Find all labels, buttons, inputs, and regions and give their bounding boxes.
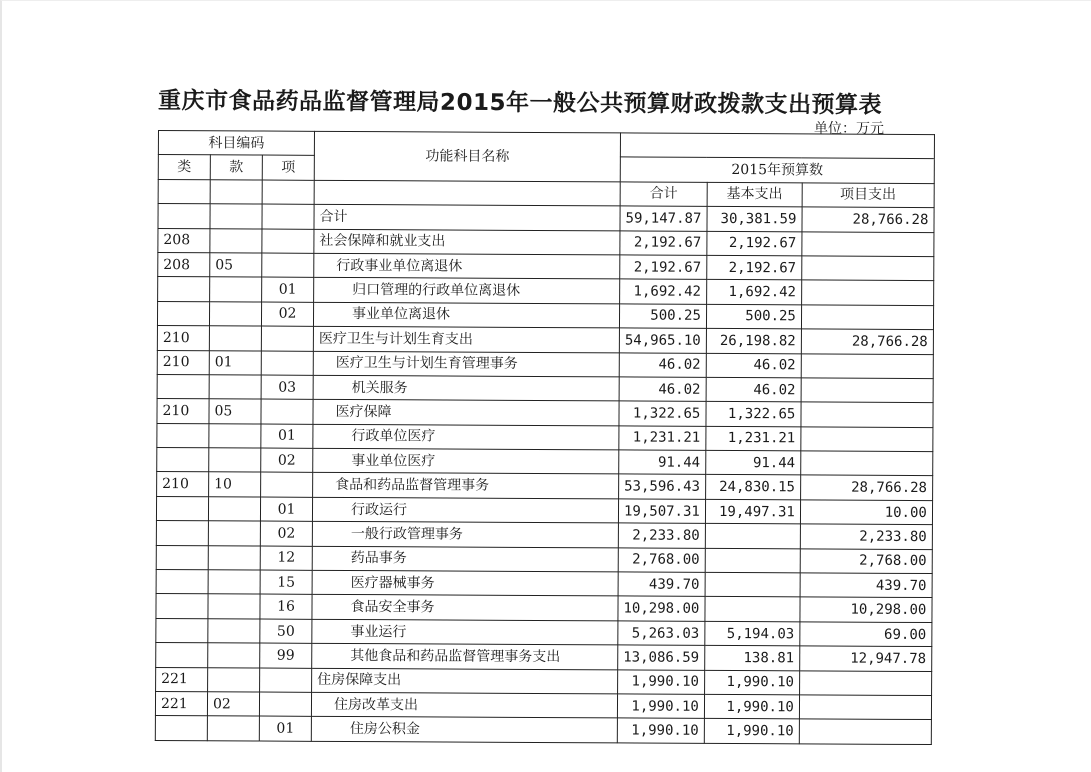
cell-basic: 1,990.10 xyxy=(704,719,799,744)
cell-lei: 208 xyxy=(158,228,210,253)
cell-lei: 210 xyxy=(157,326,209,351)
cell-kuan xyxy=(208,594,260,619)
header-xiang-blank xyxy=(262,180,314,205)
header-name: 功能科目名称 xyxy=(314,131,620,181)
cell-basic: 2,192.67 xyxy=(707,255,802,280)
cell-xiang: 01 xyxy=(260,497,312,522)
cell-xiang: 12 xyxy=(260,546,312,571)
cell-project: 2,768.00 xyxy=(800,549,932,574)
cell-lei: 210 xyxy=(157,350,209,375)
cell-kuan: 02 xyxy=(207,692,259,717)
cell-basic: 30,381.59 xyxy=(707,207,802,232)
cell-kuan xyxy=(208,570,260,595)
cell-total: 13,086.59 xyxy=(618,645,705,670)
cell-kuan: 05 xyxy=(209,399,261,424)
cell-lei xyxy=(157,374,209,399)
cell-lei: 221 xyxy=(155,691,207,716)
cell-project: 28,766.28 xyxy=(802,207,934,232)
cell-xiang: 16 xyxy=(260,594,312,619)
cell-xiang: 03 xyxy=(261,375,313,400)
cell-kuan xyxy=(210,277,262,302)
cell-name: 行政运行 xyxy=(312,497,618,523)
cell-total: 500.25 xyxy=(619,304,706,329)
cell-lei xyxy=(157,423,209,448)
cell-basic: 1,231.21 xyxy=(706,426,801,451)
cell-kuan xyxy=(210,228,262,253)
page-title: 重庆市食品药品监督管理局2015年一般公共预算财政拨款支出预算表 xyxy=(157,88,883,119)
header-budget-spacer xyxy=(620,133,934,159)
cell-xiang: 01 xyxy=(262,277,314,302)
cell-kuan xyxy=(208,521,260,546)
cell-lei xyxy=(155,716,207,741)
cell-total: 1,990.10 xyxy=(617,694,704,719)
cell-total: 59,147.87 xyxy=(620,206,707,231)
header-basic: 基本支出 xyxy=(707,182,802,207)
header-xiang: 项 xyxy=(262,155,314,180)
cell-total: 1,231.21 xyxy=(619,426,706,451)
cell-xiang xyxy=(261,473,313,498)
cell-xiang: 99 xyxy=(260,643,312,668)
cell-name: 医疗器械事务 xyxy=(312,570,618,596)
cell-xiang: 15 xyxy=(260,570,312,595)
cell-project xyxy=(801,378,933,403)
cell-basic: 46.02 xyxy=(706,353,801,378)
cell-kuan xyxy=(210,204,262,229)
cell-project xyxy=(802,231,934,256)
cell-kuan xyxy=(208,643,260,668)
cell-name: 行政事业单位离退休 xyxy=(314,253,620,279)
header-lei-blank xyxy=(158,179,210,204)
header-kuan: 款 xyxy=(210,155,262,180)
cell-xiang xyxy=(262,204,314,229)
cell-total: 2,233.80 xyxy=(618,523,705,548)
cell-project xyxy=(801,427,933,452)
cell-project xyxy=(801,353,933,378)
cell-lei xyxy=(157,448,209,473)
cell-xiang: 01 xyxy=(261,424,313,449)
header-name-blank xyxy=(314,180,620,206)
cell-name: 合计 xyxy=(314,204,620,230)
header-lei: 类 xyxy=(158,155,210,180)
cell-lei xyxy=(158,204,210,229)
cell-kuan xyxy=(208,667,260,692)
cell-kuan xyxy=(209,375,261,400)
cell-xiang xyxy=(260,668,312,693)
cell-project xyxy=(801,305,933,330)
cell-xiang xyxy=(261,351,313,376)
cell-basic xyxy=(705,548,800,573)
cell-lei xyxy=(156,594,208,619)
cell-xiang xyxy=(261,326,313,351)
cell-lei: 208 xyxy=(158,252,210,277)
cell-project xyxy=(799,670,931,695)
cell-basic: 1,692.42 xyxy=(706,280,801,305)
cell-name: 食品和药品监督管理事务 xyxy=(313,473,619,499)
cell-name: 住房公积金 xyxy=(311,717,617,743)
cell-kuan: 10 xyxy=(209,472,261,497)
cell-basic: 138.81 xyxy=(705,646,800,671)
cell-name: 机关服务 xyxy=(313,375,619,401)
cell-project xyxy=(801,451,933,476)
cell-lei xyxy=(156,521,208,546)
cell-total: 2,768.00 xyxy=(618,548,705,573)
cell-name: 食品安全事务 xyxy=(312,595,618,621)
cell-kuan xyxy=(207,716,259,741)
cell-project xyxy=(801,402,933,427)
cell-basic xyxy=(705,597,800,622)
cell-total: 2,192.67 xyxy=(620,255,707,280)
cell-kuan: 01 xyxy=(209,350,261,375)
cell-name: 住房保障支出 xyxy=(312,668,618,694)
cell-lei xyxy=(157,301,209,326)
cell-name: 事业单位离退休 xyxy=(313,302,619,328)
cell-basic: 1,322.65 xyxy=(706,402,801,427)
table-row xyxy=(155,716,931,744)
cell-xiang xyxy=(261,399,313,424)
cell-basic: 24,830.15 xyxy=(705,475,800,500)
cell-total: 5,263.03 xyxy=(618,621,705,646)
cell-total: 19,507.31 xyxy=(618,499,705,524)
cell-xiang: 50 xyxy=(260,619,312,644)
cell-basic xyxy=(705,524,800,549)
cell-total: 91.44 xyxy=(619,450,706,475)
cell-total: 1,990.10 xyxy=(618,670,705,695)
cell-basic: 26,198.82 xyxy=(706,328,801,353)
cell-lei xyxy=(158,277,210,302)
cell-name: 医疗保障 xyxy=(313,400,619,426)
cell-basic: 5,194.03 xyxy=(705,621,800,646)
cell-xiang xyxy=(259,692,311,717)
budget-table xyxy=(155,130,935,745)
cell-lei xyxy=(156,496,208,521)
cell-total: 1,322.65 xyxy=(619,401,706,426)
cell-basic: 1,990.10 xyxy=(704,694,799,719)
cell-lei xyxy=(156,570,208,595)
cell-lei xyxy=(156,618,208,643)
cell-total: 439.70 xyxy=(618,572,705,597)
cell-lei xyxy=(156,545,208,570)
cell-total: 53,596.43 xyxy=(619,474,706,499)
cell-project: 28,766.28 xyxy=(801,329,933,354)
cell-total: 10,298.00 xyxy=(618,596,705,621)
cell-project xyxy=(802,256,934,281)
cell-xiang xyxy=(262,253,314,278)
cell-kuan xyxy=(208,619,260,644)
cell-basic: 1,990.10 xyxy=(704,670,799,695)
cell-basic: 2,192.67 xyxy=(707,231,802,256)
cell-kuan xyxy=(208,497,260,522)
header-project: 项目支出 xyxy=(802,183,934,208)
cell-total: 46.02 xyxy=(619,377,706,402)
table-body xyxy=(155,204,934,745)
cell-lei: 210 xyxy=(157,399,209,424)
cell-basic: 19,497.31 xyxy=(705,499,800,524)
cell-basic: 46.02 xyxy=(706,377,801,402)
cell-total: 54,965.10 xyxy=(619,328,706,353)
cell-name: 一般行政管理事务 xyxy=(312,522,618,548)
cell-total: 2,192.67 xyxy=(620,230,707,255)
cell-name: 社会保障和就业支出 xyxy=(314,229,620,255)
unit-label: 单位：万元 xyxy=(814,121,884,137)
cell-project: 69.00 xyxy=(800,622,932,647)
cell-xiang: 01 xyxy=(259,716,311,741)
cell-project: 2,233.80 xyxy=(800,524,932,549)
cell-kuan: 05 xyxy=(210,253,262,278)
cell-name: 药品事务 xyxy=(312,546,618,572)
cell-lei: 221 xyxy=(156,667,208,692)
cell-basic: 500.25 xyxy=(706,304,801,329)
cell-name: 归口管理的行政单位离退休 xyxy=(314,278,620,304)
cell-project: 28,766.28 xyxy=(800,475,932,500)
cell-name: 住房改革支出 xyxy=(311,692,617,718)
cell-kuan xyxy=(209,423,261,448)
cell-xiang: 02 xyxy=(261,448,313,473)
cell-project: 12,947.78 xyxy=(800,646,932,671)
cell-xiang: 02 xyxy=(261,302,313,327)
cell-kuan xyxy=(209,448,261,473)
cell-kuan xyxy=(209,326,261,351)
cell-project: 439.70 xyxy=(800,573,932,598)
cell-name: 医疗卫生与计划生育管理事务 xyxy=(313,351,619,377)
cell-lei: 210 xyxy=(157,472,209,497)
cell-name: 事业单位医疗 xyxy=(313,448,619,474)
header-total: 合计 xyxy=(620,182,707,207)
cell-total: 46.02 xyxy=(619,352,706,377)
cell-xiang xyxy=(262,229,314,254)
cell-project: 10,298.00 xyxy=(800,597,932,622)
cell-name: 行政单位医疗 xyxy=(313,424,619,450)
cell-project: 10.00 xyxy=(800,500,932,525)
cell-basic xyxy=(705,572,800,597)
cell-project xyxy=(799,719,931,744)
cell-name: 事业运行 xyxy=(312,619,618,645)
cell-total: 1,990.10 xyxy=(617,718,704,743)
cell-kuan xyxy=(209,302,261,327)
cell-name: 其他食品和药品监督管理事务支出 xyxy=(312,644,618,670)
cell-project xyxy=(799,695,931,720)
table-header xyxy=(158,131,934,208)
cell-project xyxy=(801,280,933,305)
cell-basic: 91.44 xyxy=(706,450,801,475)
cell-kuan xyxy=(208,545,260,570)
header-budget-group: 2015年预算数 xyxy=(620,157,934,183)
header-code-group: 科目编码 xyxy=(158,131,314,156)
cell-lei xyxy=(156,643,208,668)
header-kuan-blank xyxy=(210,180,262,205)
cell-name: 医疗卫生与计划生育支出 xyxy=(313,326,619,352)
cell-xiang: 02 xyxy=(260,521,312,546)
cell-total: 1,692.42 xyxy=(620,279,707,304)
